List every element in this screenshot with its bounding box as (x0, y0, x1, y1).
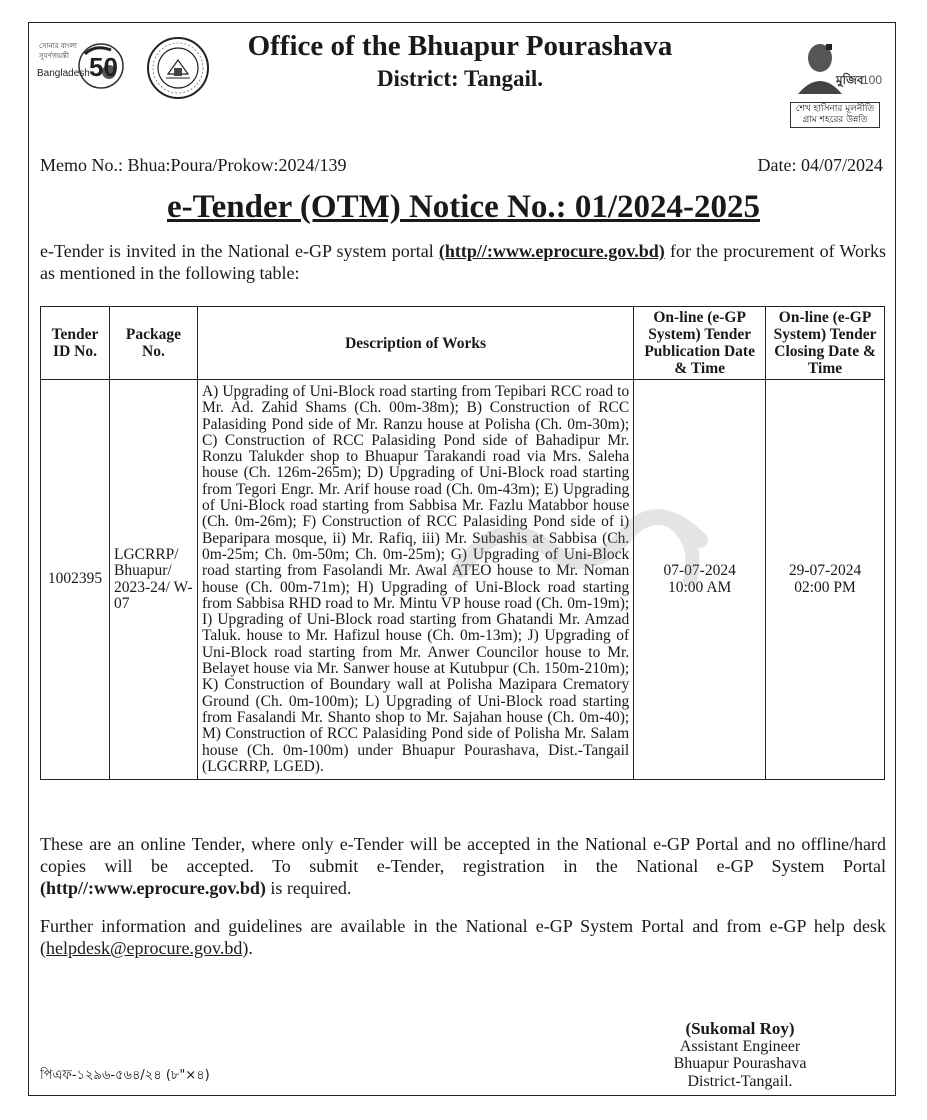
district-subtitle: District: Tangail. (376, 66, 544, 91)
para1-text-end: is required. (265, 878, 352, 898)
signatory-designation: Assistant Engineer (679, 1037, 801, 1055)
svg-text:মুজিব: মুজিব (836, 73, 864, 87)
cell-description: A) Upgrading of Uni-Block road starting from Tepibari RCC road to Mr. Ad. Zahid Shams (Ch. 00m-38m); B) Construction of RCC Palasiding Pond side of Mr. Ranzu house at Polisha (Ch. 0m-30m); C) Construction of RCC Palasiding Pond side of Bahadipur Mr. Ronzu Talukder shop to Bhuapur Tarakandi road via Mrs. Saleha house (Ch. 126m-265m); D) Upgrading of Uni-Block road starting from Tegori Engr. Mr. Arif house road (Ch. 0m-43m); E) Upgrading of Uni-Block road starting from Sabbisa Mr. Fazlu Matabbor house (Ch. 0m-26m); F) Construction of RCC Palasiding Pond side of i) Beparipara mosque, ii) Mr. Rafiq, iii) Mr. Subashis at Sabbisa (Ch. 0m-25m; Ch. 0m-50m; Ch. 0m-25m); G) Upgrading of Uni-Block road starting from Fasolandi Mr. Awal ATEO house to Mr. Noman house (Ch. 00m-71m); H) Upgrading of Uni-Block road starting from Sabbisa RHD road to Mr. Mintu VP house road (Ch. 0m-19m); I) Upgrading of Uni-Block road starting from Ghatandi Mr. Amzad Taluk. house to Mr. Hafizul house (Ch. 0m-13m); J) Upgrading of Uni-Block road starting from Mr. Anwer Councilor house to Mr. Belayet house via Mr. Sanwer house at Kutubpur (Ch. 150m-210m); K) Construction of Boundary wall at Polisha Mazipara Crematory Ground (Ch. 0m-100m); L) Upgrading of Uni-Block road starting from Fasalandi Mr. Shanto shop to Mr. Sajahan house (Ch. 0m-40); M) Construction of RCC Palasiding Pond side of Polisha Mr. Salam house (Ch. 0m-100m) under Bhuapur Pourashava, Dist.-Tangail (LGCRRP, LGED). (197, 380, 633, 780)
publication-time: 10:00 AM (668, 578, 732, 596)
further-info-paragraph (40, 915, 886, 959)
closing-time: 02:00 PM (794, 578, 856, 596)
header-closing-date: On-line (e-GP System) Tender Closing Date & Time (766, 307, 885, 380)
header-package-no: Package No. (109, 307, 197, 380)
eprocure-link[interactable]: (http//:www.eprocure.gov.bd) (438, 241, 665, 261)
para1-text: These are an online Tender, where only e-Tender will be accepted in the National e-GP Portal and no offline/hard copies will be accepted. To submit e-Tender, registration in the National e-GP System Portal (40, 834, 886, 876)
logo-caption-line2: গ্রাম শহরের উন্নতি (802, 115, 868, 125)
intro-text: e-Tender is invited in the National e-GP system portal (40, 241, 439, 261)
notice-title: e-Tender (OTM) Notice No.: 01/2024-2025 (167, 189, 760, 225)
logo-caption-line1: শেখ হাসিনার মূলনীতি (795, 104, 875, 114)
logo-text: Bangladesh (37, 68, 90, 79)
svg-text:সুবর্ণজয়ন্তী: সুবর্ণজয়ন্তী (39, 52, 69, 60)
para2-text-end: ). (242, 938, 253, 958)
closing-date: 29-07-2024 (788, 562, 862, 580)
signatory-name: (Sukomal Roy) (685, 1019, 795, 1038)
svg-text:100: 100 (862, 73, 883, 87)
logo-number: 50 (89, 52, 118, 82)
para2-text: Further information and guidelines are available in the National e-GP System Portal and from e-GP help desk ( (40, 916, 886, 958)
header-description: Description of Works (197, 307, 633, 380)
header-tender-id: Tender ID No. (41, 307, 110, 380)
online-tender-paragraph (40, 833, 886, 899)
cell-package-no: LGCRRP/ Bhuapur/ 2023-24/ W-07 (109, 380, 197, 780)
cell-tender-id: 1002395 (41, 380, 110, 780)
helpdesk-email-link[interactable]: helpdesk@eprocure.gov.bd (46, 938, 243, 958)
table-header-row (41, 307, 885, 380)
watermark (440, 500, 740, 610)
intro-text-end: for the procurement of Works as mentioned in the following table: (40, 241, 886, 283)
intro-paragraph (40, 240, 886, 284)
mujib-100-logo (790, 36, 883, 128)
office-title: Office of the Bhuapur Pourashava (247, 30, 673, 62)
memo-number: Memo No.: Bhua:Poura/Prokow:2024/139 (40, 155, 347, 175)
signatory-district: District-Tangail. (687, 1072, 793, 1090)
signature-block (620, 1020, 860, 1090)
memo-date: Date: 04/07/2024 (757, 155, 883, 175)
para1-link[interactable]: (http//:www.eprocure.gov.bd) (40, 878, 266, 898)
bangladesh-50-logo (37, 36, 125, 102)
header-publication-date: On-line (e-GP System) Tender Publication Date & Time (634, 307, 766, 380)
svg-text:সোনার বাংলা: সোনার বাংলা (39, 42, 77, 50)
footer-code: পিএফ-১২৯৬-৫৬৪/২৪ (৮"×৪) (40, 1068, 210, 1083)
publication-date: 07-07-2024 (663, 562, 736, 580)
cell-closing (766, 380, 885, 780)
signatory-office: Bhuapur Pourashava (673, 1055, 807, 1072)
